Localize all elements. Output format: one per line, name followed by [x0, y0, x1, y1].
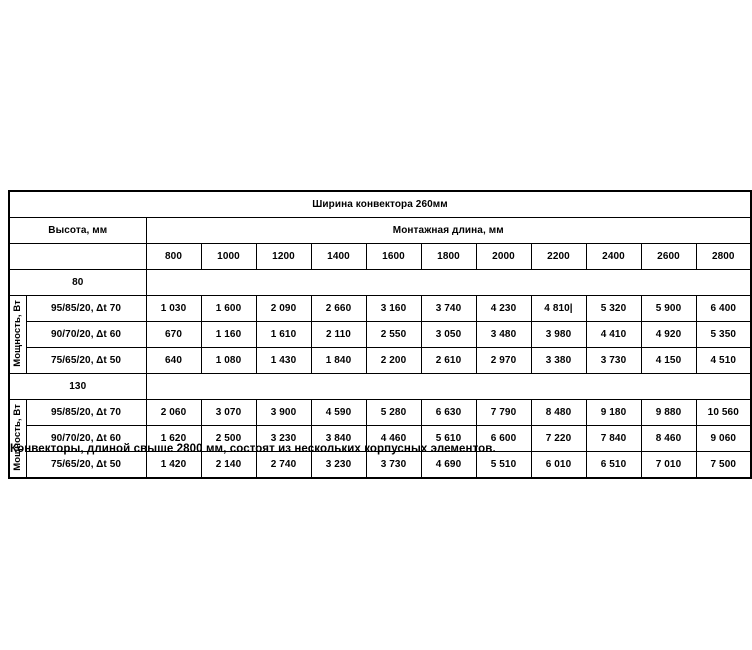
group-130-height-row	[9, 374, 751, 400]
cell: 1 030	[146, 296, 201, 322]
length-values-row	[9, 244, 751, 270]
cell: 2 060	[146, 400, 201, 426]
cell: 6 510	[586, 452, 641, 479]
cell: 6 630	[421, 400, 476, 426]
cell: 5 280	[366, 400, 421, 426]
length-col-1600: 1600	[366, 244, 421, 270]
cell: 1 620	[146, 426, 201, 452]
cell: 1 420	[146, 452, 201, 479]
cell: 2 740	[256, 452, 311, 479]
row-label-130-dt50: 75/65/20, Δt 50	[26, 452, 146, 479]
cell: 2 090	[256, 296, 311, 322]
group-130-empty	[146, 374, 751, 400]
cell: 2 110	[311, 322, 366, 348]
cell: 6 010	[531, 452, 586, 479]
cell: 3 730	[366, 452, 421, 479]
table-row	[9, 322, 751, 348]
cell: 1 430	[256, 348, 311, 374]
row-label-80-dt70: 95/85/20, Δt 70	[26, 296, 146, 322]
group-height-80: 80	[9, 270, 146, 296]
side-label-power-130: Мощность, Вт	[9, 400, 26, 479]
cell: 7 840	[586, 426, 641, 452]
cell: 4 810|	[531, 296, 586, 322]
cell: 3 050	[421, 322, 476, 348]
empty-corner-cell	[9, 244, 146, 270]
length-col-1200: 1200	[256, 244, 311, 270]
cell: 9 180	[586, 400, 641, 426]
cell: 7 790	[476, 400, 531, 426]
length-col-2200: 2200	[531, 244, 586, 270]
cell: 9 880	[641, 400, 696, 426]
table-row	[9, 348, 751, 374]
cell: 8 460	[641, 426, 696, 452]
cell: 7 220	[531, 426, 586, 452]
cell: 5 610	[421, 426, 476, 452]
header-mounting-length: Монтажная длина, мм	[146, 218, 751, 244]
table-row	[9, 400, 751, 426]
cell: 4 590	[311, 400, 366, 426]
table-row	[9, 452, 751, 479]
table-title-row	[9, 191, 751, 218]
cell: 2 500	[201, 426, 256, 452]
cell: 10 560	[696, 400, 751, 426]
cell: 5 510	[476, 452, 531, 479]
cell: 6 400	[696, 296, 751, 322]
length-col-2000: 2000	[476, 244, 531, 270]
row-label-130-dt70: 95/85/20, Δt 70	[26, 400, 146, 426]
cell: 2 200	[366, 348, 421, 374]
cell: 2 140	[201, 452, 256, 479]
cell: 3 740	[421, 296, 476, 322]
cell: 3 230	[311, 452, 366, 479]
cell: 1 080	[201, 348, 256, 374]
cell: 670	[146, 322, 201, 348]
cell: 2 660	[311, 296, 366, 322]
spec-table-container	[8, 190, 739, 479]
cell: 1 840	[311, 348, 366, 374]
cell: 7 500	[696, 452, 751, 479]
table-title: Ширина конвектора 260мм	[9, 191, 751, 218]
cell: 7 010	[641, 452, 696, 479]
cell: 3 980	[531, 322, 586, 348]
header-height: Высота, мм	[9, 218, 146, 244]
cell: 3 730	[586, 348, 641, 374]
length-col-1000: 1000	[201, 244, 256, 270]
cell: 2 970	[476, 348, 531, 374]
group-80-empty	[146, 270, 751, 296]
row-label-80-dt50: 75/65/20, Δt 50	[26, 348, 146, 374]
row-label-80-dt60: 90/70/20, Δt 60	[26, 322, 146, 348]
side-label-power-80: Мощность, Вт	[9, 296, 26, 374]
table-row	[9, 296, 751, 322]
table-header-row	[9, 218, 751, 244]
cell: 6 600	[476, 426, 531, 452]
cell: 3 380	[531, 348, 586, 374]
cell: 3 070	[201, 400, 256, 426]
cell: 1 610	[256, 322, 311, 348]
cell: 4 410	[586, 322, 641, 348]
cell: 1 600	[201, 296, 256, 322]
group-height-130: 130	[9, 374, 146, 400]
cell: 5 320	[586, 296, 641, 322]
row-label-130-dt60: 90/70/20, Δt 60	[26, 426, 146, 452]
cell: 4 510	[696, 348, 751, 374]
cell: 4 460	[366, 426, 421, 452]
cell: 4 150	[641, 348, 696, 374]
length-col-2800: 2800	[696, 244, 751, 270]
cell: 2 550	[366, 322, 421, 348]
cell: 3 230	[256, 426, 311, 452]
length-col-800: 800	[146, 244, 201, 270]
length-col-2600: 2600	[641, 244, 696, 270]
cell: 3 840	[311, 426, 366, 452]
cell: 4 920	[641, 322, 696, 348]
cell: 5 900	[641, 296, 696, 322]
cell: 1 160	[201, 322, 256, 348]
cell: 640	[146, 348, 201, 374]
length-col-1800: 1800	[421, 244, 476, 270]
cell: 9 060	[696, 426, 751, 452]
cell: 5 350	[696, 322, 751, 348]
cell: 2 610	[421, 348, 476, 374]
cell: 3 480	[476, 322, 531, 348]
convector-power-table	[8, 190, 752, 479]
footer-note: Конвекторы, длиной свыше 2800 мм, состоят из нескольких корпусных элементов.	[10, 443, 496, 455]
length-col-2400: 2400	[586, 244, 641, 270]
cell: 8 480	[531, 400, 586, 426]
cell: 3 160	[366, 296, 421, 322]
cell: 3 900	[256, 400, 311, 426]
cell: 4 230	[476, 296, 531, 322]
group-80-height-row	[9, 270, 751, 296]
cell: 4 690	[421, 452, 476, 479]
length-col-1400: 1400	[311, 244, 366, 270]
